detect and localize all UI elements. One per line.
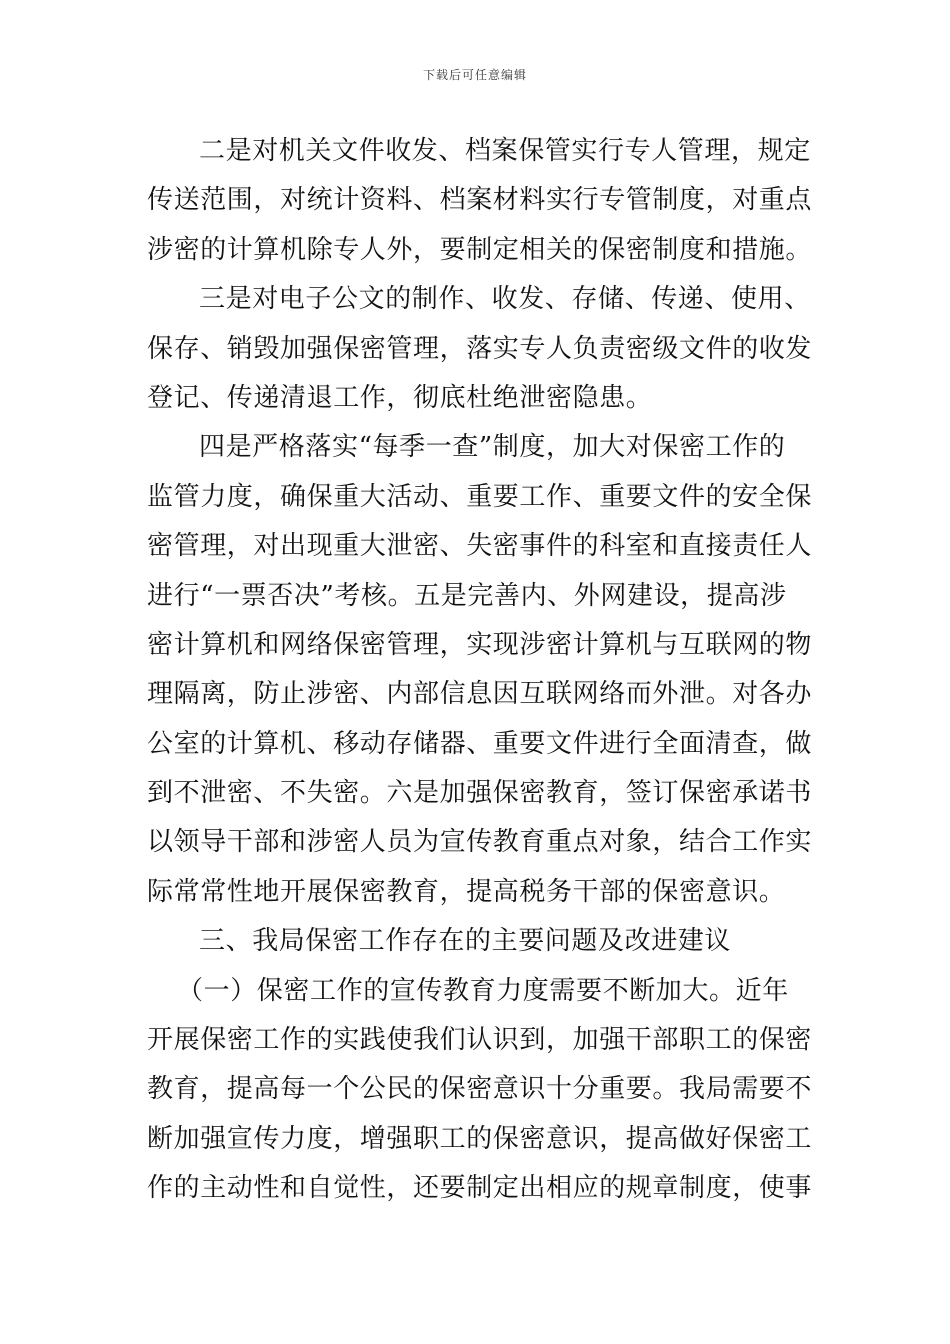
paragraph-line: 保存、销毁加强保密管理，落实专人负责密级文件的收发 (147, 333, 813, 364)
paragraph-line: 四是严格落实“每季一查”制度，加大对保密工作的 (199, 432, 786, 463)
paragraph-line: 涉密的计算机除专人外，要制定相关的保密制度和措施。 (147, 234, 813, 265)
paragraph-line: 二是对机关文件收发、档案保管实行专人管理，规定 (199, 136, 811, 166)
paragraph-line: 传送范围，对统计资料、档案材料实行专管制度，对重点 (147, 185, 813, 216)
paragraph-line: 密管理，对出现重大泄密、失密事件的科室和直接责任人 (147, 531, 813, 562)
paragraph-line: 登记、传递清退工作，彻底杜绝泄密隐患。 (147, 382, 653, 413)
paragraph-line: 到不泄密、不失密。六是加强保密教育，签订保密承诺书 (147, 778, 813, 809)
paragraph-line: 教育，提高每一个公民的保密意识十分重要。我局需要不 (147, 1074, 813, 1105)
header-note: 下载后可任意编辑 (422, 68, 527, 82)
section-heading: 三、我局保密工作存在的主要问题及改进建议 (199, 926, 732, 957)
paragraph-line: 公室的计算机、移动存储器、重要文件进行全面清查，做 (147, 728, 813, 759)
paragraph-line: 际常常性地开展保密教育，提高税务干部的保密意识。 (147, 876, 786, 907)
paragraph-line: 三是对电子公文的制作、收发、存储、传递、使用、 (199, 284, 811, 315)
paragraph-line: 作的主动性和自觉性，还要制定出相应的规章制度，使事 (147, 1173, 813, 1204)
paragraph-line: 密计算机和网络保密管理，实现涉密计算机与互联网的物 (147, 629, 813, 660)
paragraph-line: 理隔离，防止涉密、内部信息因互联网络而外泄。对各办 (147, 679, 813, 710)
paragraph-line: 进行“一票否决”考核。五是完善内、外网建设，提高涉 (147, 580, 787, 611)
document-body (147, 127, 817, 1214)
paragraph-line: 开展保密工作的实践使我们认识到，加强干部职工的保密 (147, 1025, 813, 1056)
paragraph-line: 监管力度，确保重大活动、重要工作、重要文件的安全保 (147, 481, 813, 512)
paragraph-line: （一）保密工作的宣传教育力度需要不断加大。近年 (177, 975, 789, 1006)
paragraph-line: 断加强宣传力度，增强职工的保密意识，提高做好保密工 (147, 1123, 813, 1154)
paragraph-line: 以领导干部和涉密人员为宣传教育重点对象，结合工作实 (147, 827, 813, 858)
